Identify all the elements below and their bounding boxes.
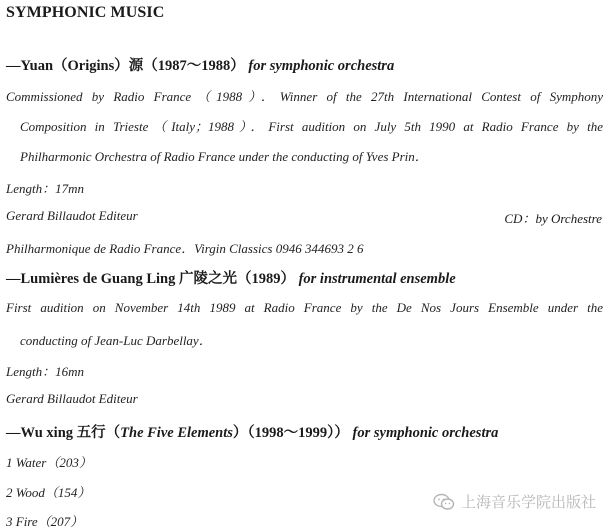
length-text: Length：17mn [6, 181, 85, 196]
publisher-text: Gerard Billaudot Editeur [6, 391, 138, 406]
description-line: conducting of Jean-Luc Darbellay． [20, 333, 212, 348]
work-title-prefix: —Wu xing 五行（ [6, 425, 121, 441]
length-text: Length：16mn [6, 364, 85, 379]
work-title-suffix: ）（1998～1999）） [232, 425, 349, 441]
publisher-watermark [433, 491, 596, 512]
work-title-english: The Five Elements [120, 425, 233, 441]
work-title-yuan [6, 54, 394, 75]
movement-item: 2 Wood（154） [6, 485, 91, 500]
cd-detail: Philharmonique de Radio France．Virgin Classics 0946 344693 2 6 [6, 241, 364, 256]
work-title-main: —Yuan（Origins）源（1987～1988） [6, 58, 245, 74]
wechat-icon [433, 493, 455, 511]
watermark-text: 上海音乐学院出版社 [460, 493, 596, 511]
description-line: Commissioned by Radio France（1988）．Winner of the 27th International Contest of Symphony [6, 89, 603, 104]
section-heading: SYMPHONIC MUSIC [6, 4, 165, 21]
movement-item: 1 Water（203） [6, 455, 92, 470]
work-instrumentation: for symphonic orchestra [248, 58, 395, 74]
work-instrumentation: for instrumental ensemble [298, 271, 456, 287]
movement-item: 3 Fire（207） [6, 514, 84, 529]
description-line: First audition on November 14th 1989 at Radio France by the De Nos Jours Ensemble under the [6, 300, 603, 315]
publisher-text: Gerard Billaudot Editeur [6, 208, 138, 223]
cd-label: CD：by Orchestre [504, 211, 602, 226]
work-title-wuxing [6, 421, 498, 442]
description-line: Composition in Trieste（Italy；1988）．First audition on July 5th 1990 at Radio France by the [20, 119, 603, 134]
work-instrumentation: for symphonic orchestra [352, 425, 499, 441]
work-title-lumieres [6, 267, 456, 288]
work-title-main: —Lumières de Guang Ling 广陵之光（1989） [6, 271, 295, 287]
description-line: Philharmonic Orchestra of Radio France under the conducting of Yves Prin． [20, 149, 428, 164]
